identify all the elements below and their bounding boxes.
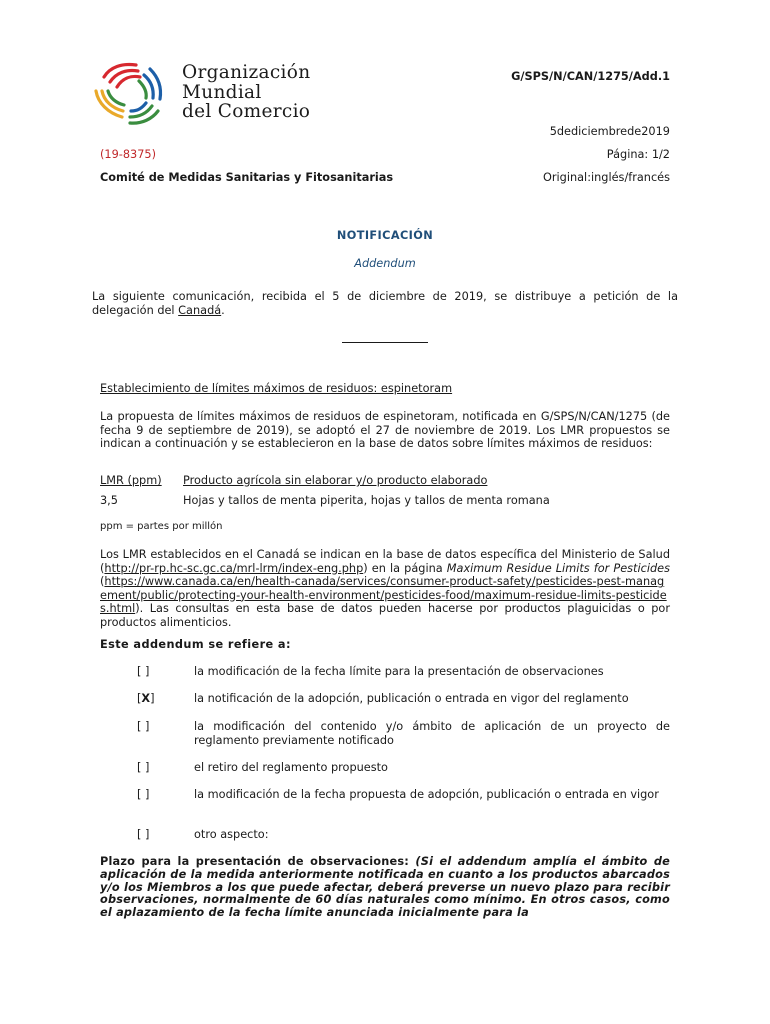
committee-name: Comité de Medidas Sanitarias y Fitosanitarias [100, 171, 394, 184]
document-date: 5dediciembrede2019 [549, 125, 670, 138]
option-content-change-label: la modificación del contenido y/o ámbito de aplicación de un proyecto de reglamento previamente notificado [194, 720, 670, 747]
page-title: NOTIFICACIÓN [336, 229, 434, 242]
checkbox-other[interactable]: [ ] [137, 828, 150, 841]
option-deadline-label: la modificación de la fecha límite para la presentación de observaciones [194, 665, 604, 678]
product-column-header: Producto agrícola sin elaborar y/o producto elaborado [183, 474, 488, 487]
checkbox-content-change[interactable]: [ ] [137, 720, 150, 733]
option-other-label: otro aspecto: [194, 828, 269, 841]
option-adoption-label: la notificación de la adopción, publicación o entrada en vigor del reglamento [194, 692, 629, 705]
health-canada-db-link[interactable]: http://pr-rp.hc-sc.gc.ca/mrl-lrm/index-eng.php [104, 561, 364, 575]
page-indicator: Página: 1/2 [606, 148, 670, 161]
section-divider [342, 342, 428, 343]
intro-text-before: La siguiente comunicación, recibida el 5 de diciembre de 2019, se distribuye a petición de la delegación del [92, 290, 678, 317]
intro-text-after: . [221, 303, 225, 317]
intro-paragraph [92, 290, 678, 317]
checkbox-deadline[interactable]: [ ] [137, 665, 150, 678]
db-text-2: ) en la página [363, 561, 447, 575]
deadline-label: Plazo para la presentación de observaciones: [100, 855, 410, 868]
organization-name [182, 63, 310, 122]
option-withdrawal-label: el retiro del reglamento propuesto [194, 761, 388, 774]
section-paragraph: La propuesta de límites máximos de residuos de espinetoram, notificada en G/SPS/N/CAN/1275 (de fecha 9 de septiembre de 2019), se adoptó el 27 de noviembre de 2019. Los LMR propuestos se indican a continuación y se establecieron en la base de datos sobre límites máximos de residuos: [100, 410, 670, 450]
ppm-note: ppm = partes por millón [100, 521, 223, 532]
original-language: Original:inglés/francés [542, 171, 670, 184]
db-page-title: Maximum Residue Limits for Pesticides [446, 561, 670, 575]
db-text-3: ( [100, 575, 105, 588]
database-paragraph [100, 548, 670, 629]
lmr-column-header: LMR (ppm) [100, 474, 162, 487]
page-subtitle: Addendum [354, 257, 416, 270]
org-line-3: del Comercio [182, 101, 311, 122]
intro-country: Canadá [178, 303, 222, 317]
db-text-1: Los LMR establecidos en el Canadá se indican en la base de datos específica del Ministerio de Salud ( [100, 548, 670, 575]
lmr-product: Hojas y tallos de menta piperita, hojas y tallos de menta romana [183, 494, 550, 507]
document-number: (19-8375) [100, 148, 157, 161]
checkbox-withdrawal[interactable]: [ ] [137, 761, 150, 774]
lmr-value: 3,5 [100, 494, 118, 507]
addendum-reference-heading: Este addendum se refiere a: [100, 638, 291, 651]
checkbox-adoption-mark: X [141, 692, 151, 705]
section-heading: Establecimiento de límites máximos de residuos: espinetoram [100, 382, 453, 395]
document-reference: G/SPS/N/CAN/1275/Add.1 [511, 70, 670, 83]
checkbox-adoption[interactable]: [X] [137, 692, 155, 705]
deadline-paragraph [100, 856, 670, 920]
org-line-2: Mundial [182, 81, 262, 103]
checkbox-date-change[interactable]: [ ] [137, 788, 150, 801]
canada-mrl-page-link[interactable]: https://www.canada.ca/en/health-canada/services/consumer-product-safety/pesticides-pest-management/public/protecting-your-health-environment/pesticides-food/maximum-residue-limits-pesticides.html [100, 575, 667, 615]
option-date-change-label: la modificación de la fecha propuesta de adopción, publicación o entrada en vigor [194, 788, 659, 801]
org-line-1: Organización [182, 62, 311, 83]
wto-logo-icon [92, 57, 182, 129]
db-text-4: ). Las consultas en esta base de datos pueden hacerse por productos plaguicidas o por productos alimenticios. [100, 602, 670, 629]
deadline-text: (Si el addendum amplía el ámbito de aplicación de la medida anteriormente notificada en cuanto a los productos abarcados y/o los Miembros a los que puede afectar, deberá preverse un nuevo plazo para recibir observaciones, normalmente de 60 días naturales como mínimo. En otros casos, como el aplazamiento de la fecha límite anunciada inicialmente para la [100, 855, 671, 920]
